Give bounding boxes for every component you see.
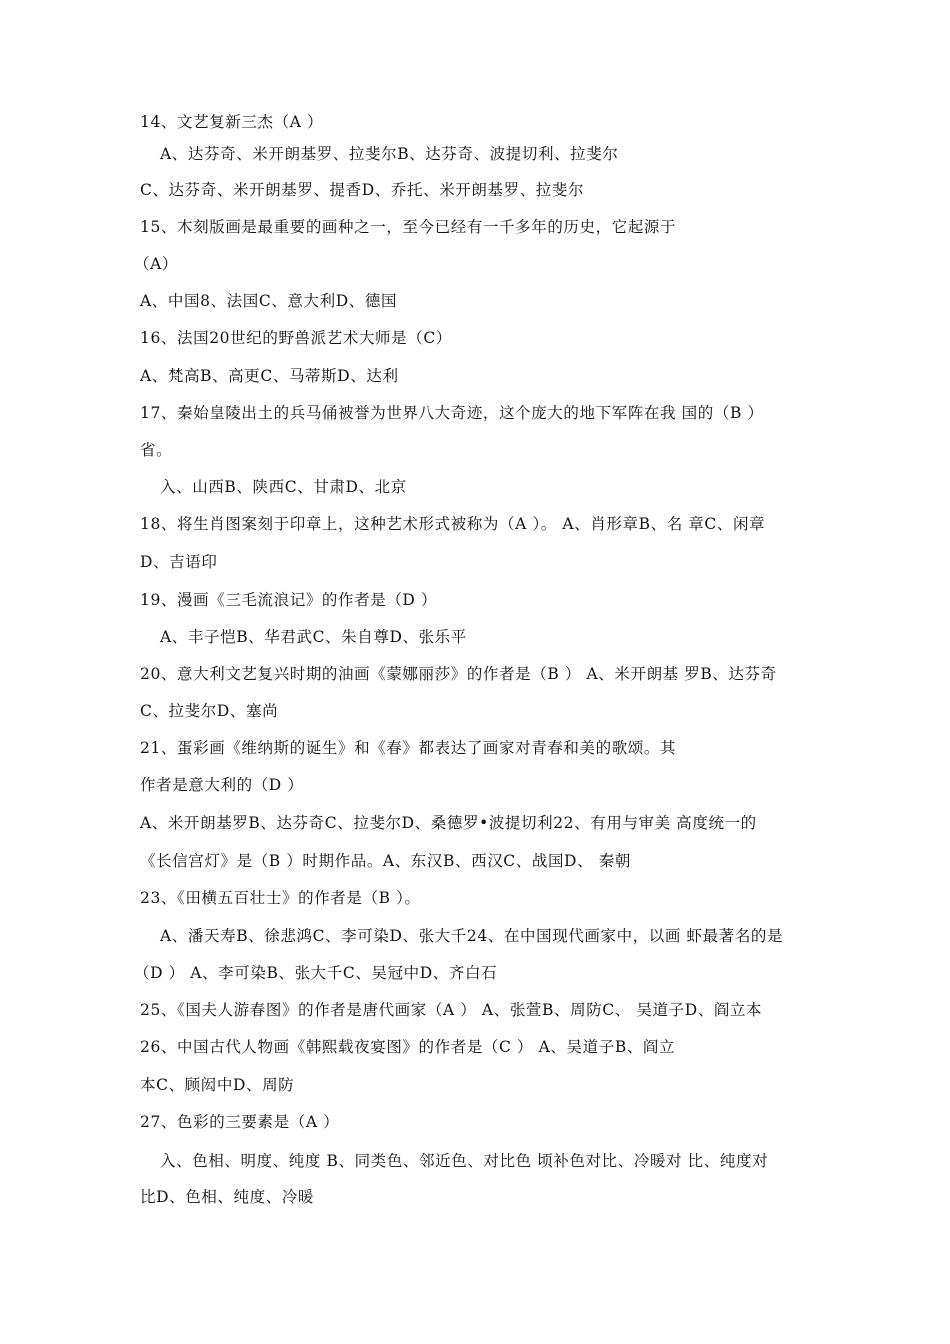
- question-15-options: A、中国8、法国C、意大利D、德国: [140, 292, 398, 310]
- question-17-continued: 省。: [140, 441, 173, 459]
- question-14: 14、文艺复新三杰（A ）: [140, 113, 324, 131]
- question-22-continued: 《长信宫灯》是（B ）时期作品。A、东汉B、西汉C、战国D、 秦朝: [140, 852, 631, 870]
- question-21: 21、蛋彩画《维纳斯的诞生》和《春》都表达了画家对青春和美的歌颂。其: [140, 739, 677, 757]
- question-26-continued: 本C、顾闳中D、周防: [140, 1076, 295, 1094]
- question-15-answer: （A）: [134, 255, 178, 273]
- question-17-options: 入、山西B、陕西C、甘肃D、北京: [160, 478, 407, 496]
- question-26: 26、中国古代人物画《韩熙载夜宴图》的作者是（C ） A、吴道子B、阎立: [140, 1038, 676, 1056]
- question-20: 20、意大利文艺复兴时期的油画《蒙娜丽莎》的作者是（B ） A、米开朗基 罗B、达芬奇: [140, 665, 777, 683]
- question-20-continued: C、拉斐尔D、塞尚: [140, 702, 279, 720]
- question-21-continued: 作者是意大利的（D ）: [140, 776, 304, 794]
- question-14-options-ab: A、达芬奇、米开朗基罗、拉斐尔B、达芬奇、波提切利、拉斐尔: [160, 145, 619, 163]
- question-27-options: 入、色相、明度、纯度 B、同类色、邻近色、对比色 顷补色对比、冷暖对 比、纯度对: [160, 1152, 769, 1170]
- question-24-continued: （D ） A、李可染B、张大千C、吴冠中D、齐白石: [134, 964, 498, 982]
- question-17: 17、秦始皇陵出土的兵马俑被誉为世界八大奇迹，这个庞大的地下军阵在我 国的（B ）: [140, 404, 764, 422]
- question-25: 25、《国夫人游春图》的作者是唐代画家（A ） A、张萱B、周防C、 吴道子D、阎立本: [140, 1001, 763, 1019]
- question-19-options: A、丰子恺B、华君武C、朱自尊D、张乐平: [160, 628, 467, 646]
- question-16: 16、法国20世纪的野兽派艺术大师是（C）: [140, 329, 452, 347]
- question-15: 15、木刻版画是最重要的画种之一，至今已经有一千多年的历史，它起源于: [140, 218, 677, 236]
- question-21-22: A、米开朗基罗B、达芬奇C、拉斐尔D、桑德罗•波提切利22、有用与审美 高度统一的: [140, 814, 757, 832]
- question-23: 23、《田横五百壮士》的作者是（B ）。: [140, 889, 421, 907]
- question-27-continued: 比D、色相、纯度、冷暖: [140, 1188, 315, 1206]
- question-27: 27、色彩的三要素是（A ）: [140, 1113, 340, 1131]
- question-18-continued: D、吉语印: [140, 553, 218, 571]
- question-14-options-cd: C、达芬奇、米开朗基罗、提香D、乔托、米开朗基罗、拉斐尔: [140, 181, 585, 199]
- question-18: 18、将生肖图案刻于印章上，这种艺术形式被称为（A ）。 A、肖形章B、名 章C、闲章: [140, 515, 766, 533]
- question-23-24: A、潘天寿B、徐悲鸿C、李可染D、张大千24、在中国现代画家中，以画 虾最著名的是: [160, 927, 784, 945]
- question-19: 19、漫画《三毛流浪记》的作者是（D ）: [140, 591, 438, 609]
- question-16-options: A、梵高B、高更C、马蒂斯D、达利: [140, 367, 399, 385]
